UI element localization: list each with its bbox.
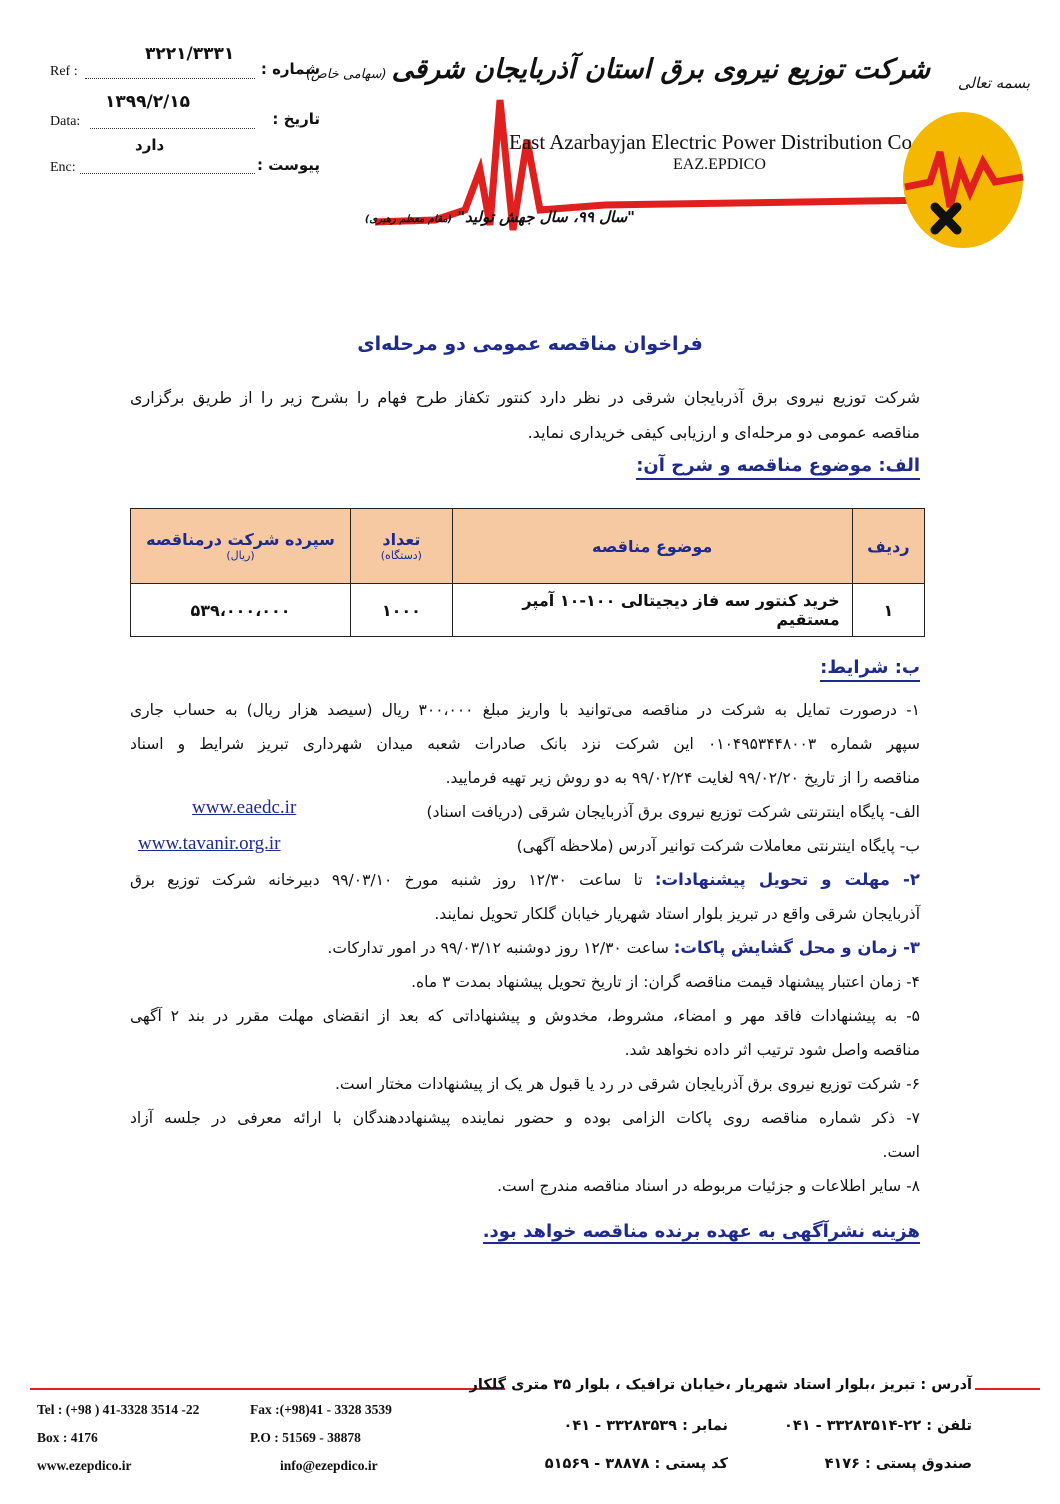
section-b-heading-wrap [820, 657, 920, 682]
cell-row-number: ۱ [852, 584, 924, 637]
cell-subject: خرید کنتور سه فاز دیجیتالی ۱۰۰-۱۰ آمپر مستقیم [452, 584, 852, 637]
website-a-row [130, 795, 920, 829]
date-label: تاریخ : [272, 110, 320, 128]
header-count-unit: (دستگاه) [380, 549, 422, 562]
intro-line-2: مناقصه عمومی دو مرحله‌ای و ارزیابی کیفی خریداری نماید. [527, 423, 920, 442]
condition-1-line-2: سپهر شماره ۰۱۰۴۹۵۳۴۴۸۰۰۳ این شرکت نزد بانک صادرات شعبه میدان شهرداری تبریز شرایط و اسناد [130, 735, 920, 753]
enc-value: دارد [135, 136, 165, 154]
condition-4: ۴- زمان اعتبار پیشنهاد قیمت مناقصه گران: از تاریخ تحویل پیشنهاد بمدت ۳ ماه. [411, 973, 920, 991]
condition-6: ۶- شرکت توزیع نیروی برق آذربایجان شرقی در رد یا قبول هر یک از پیشنهادات مختار است. [334, 1075, 920, 1093]
slogan-source: (مقام معظم رهبری) [364, 214, 453, 225]
condition-5-line-1: ۵- به پیشنهادات فاقد مهر و امضاء، مشروط، مخدوش و پیشنهاداتی که بعد از انقضای مهلت مقرر در بند ۲ آگهی [130, 1007, 920, 1025]
header-subject: موضوع مناقصه [452, 509, 852, 584]
footer-box-fa: صندوق پستی : ۴۱۷۶ [824, 1456, 972, 1472]
header-deposit-label: سپرده شرکت درمناقصه [146, 530, 335, 549]
section-a-heading-wrap [636, 455, 920, 480]
condition-3 [130, 931, 920, 965]
footer-address: آدرس : تبریز ،بلوار استاد شهریار ،خیابان ترافیک ، بلوار ۳۵ متری گلکار [469, 1377, 972, 1393]
header-count [351, 509, 453, 584]
company-abbreviation: EAZ.EPDICO [673, 156, 766, 173]
footer-box-en: Box : 4176 [37, 1430, 98, 1445]
condition-2-text: تا ساعت ۱۲/۳۰ روز شنبه مورخ ۹۹/۰۳/۱۰ دبیرخانه شرکت توزیع برق [130, 871, 643, 889]
ref-label: شماره : [260, 60, 320, 78]
condition-7-line-2: است. [882, 1143, 920, 1161]
condition-1-line-1: ۱- درصورت تمایل به شرکت در مناقصه می‌توانید با واریز مبلغ ۳۰۰،۰۰۰ ریال (سیصد هزار ریال) به حساب جاری [130, 701, 920, 719]
footer-tel-fa: تلفن : ۲۲-۳۳۲۸۳۵۱۴ - ۰۴۱ [784, 1418, 972, 1434]
section-b-heading: ب: شرایط: [820, 657, 920, 682]
date-value: ۱۳۹۹/۲/۱۵ [105, 92, 191, 112]
website-b-text: ب- پایگاه اینترنتی معاملات شرکت توانیر آدرس (ملاحظه آگهی) [516, 837, 920, 855]
intro-paragraph [130, 380, 920, 450]
website-a-link[interactable]: www.eaedc.ir [192, 797, 297, 818]
condition-2-heading: ۲- مهلت و تحویل پیشنهادات: [654, 870, 920, 889]
slogan-text: "سال ۹۹، سال جهش تولید" [457, 208, 635, 226]
footer-email-en[interactable]: info@ezepdico.ir [280, 1458, 378, 1473]
condition-3-text: ساعت ۱۲/۳۰ روز دوشنبه ۹۹/۰۳/۱۲ در امور تدارکات. [327, 939, 669, 957]
table-header-row [131, 509, 925, 584]
footer-tel-en: Tel : (+98 ) 41-3328 3514 -22 [37, 1402, 200, 1417]
condition-5-line-2: مناقصه واصل شود ترتیب اثر داده نخواهد شد. [624, 1041, 920, 1059]
condition-1-line-3: مناقصه را از تاریخ ۹۹/۰۲/۲۰ لغایت ۹۹/۰۲/۲۴ به دو روش زیر تهیه فرمایید. [445, 769, 920, 787]
conditions-list [130, 693, 920, 1203]
intro-line-1: شرکت توزیع نیروی برق آذربایجان شرقی در نظر دارد کنتور تکفاز طرح فهام را بشرح زیر را از طریق برگزاری [130, 388, 920, 407]
date-label-en: Data: [50, 114, 81, 129]
tender-table [130, 508, 925, 637]
company-name-fa-text: شرکت توزیع نیروی برق استان آذربایجان شرقی [391, 54, 930, 85]
ref-number-value: ۳۲۲۱/۳۳۳۱ [145, 44, 235, 64]
closing-note: هزینه نشرآگهی به عهده برنده مناقصه خواهد بود. [482, 1221, 920, 1242]
company-logo-block [305, 40, 1035, 240]
website-b-link[interactable]: www.tavanir.org.ir [138, 833, 281, 854]
footer-divider-left [30, 1388, 505, 1390]
header-meta [45, 40, 320, 185]
date-dots [90, 128, 255, 129]
header-deposit-unit: (ریال) [226, 549, 255, 562]
slogan [365, 207, 635, 226]
cell-count: ۱۰۰۰ [351, 584, 453, 637]
ref-dots [85, 78, 255, 79]
header-deposit [131, 509, 351, 584]
header-row-number: ردیف [852, 509, 924, 584]
page-title: فراخوان مناقصه عمومی دو مرحله‌ای [357, 333, 703, 355]
section-a-heading: الف: موضوع مناقصه و شرح آن: [636, 455, 920, 480]
condition-3-heading: ۳- زمان و محل گشایش پاکات: [673, 938, 920, 957]
condition-2-line-2: آذربایجان شرقی واقع در تبریز بلوار استاد شهریار خیابان گلکار تحویل نمایند. [434, 905, 920, 923]
enc-label: پیوست : [256, 156, 320, 174]
company-name-suffix: (سهامی خاص) [305, 67, 387, 82]
footer-fax-en: Fax :(+98)41 - 3328 3539 [250, 1402, 392, 1417]
basmala: بسمه تعالی [957, 74, 1030, 92]
company-emblem-icon [895, 112, 1025, 252]
footer-web-en[interactable]: www.ezepdico.ir [37, 1458, 132, 1473]
footer-postcode-fa: کد پستی : ۳۸۸۷۸ - ۵۱۵۶۹ [544, 1456, 728, 1472]
closing-note-wrap [483, 1221, 920, 1244]
condition-8: ۸- سایر اطلاعات و جزئیات مربوطه در اسناد مناقصه مندرج است. [497, 1177, 920, 1195]
website-a-text: الف- پایگاه اینترنتی شرکت توزیع نیروی برق آذربایجان شرقی (دریافت اسناد) [426, 803, 920, 821]
cell-deposit: ۵۳۹،۰۰۰،۰۰۰ [131, 584, 351, 637]
website-b-row [130, 829, 920, 863]
condition-2-line-1 [130, 863, 920, 897]
header-count-label: تعداد [382, 530, 421, 549]
enc-label-en: Enc: [50, 160, 76, 175]
condition-7-line-1: ۷- ذکر شماره مناقصه روی پاکات الزامی بوده و حضور نماینده پیشنهاددهندگان با ارائه معرفی در جلسه آزاد [130, 1109, 920, 1127]
ref-label-en: Ref : [50, 64, 78, 79]
company-name-fa [306, 54, 930, 85]
footer-divider-right [975, 1388, 1040, 1390]
enc-dots [80, 173, 255, 174]
footer-po-en: P.O : 51569 - 38878 [250, 1430, 361, 1445]
company-name-en: East Azarbayjan Electric Power Distribution Co [509, 130, 912, 154]
table-row [131, 584, 925, 637]
footer-fax-fa: نمابر : ۳۳۲۸۳۵۳۹ - ۰۴۱ [563, 1418, 728, 1434]
